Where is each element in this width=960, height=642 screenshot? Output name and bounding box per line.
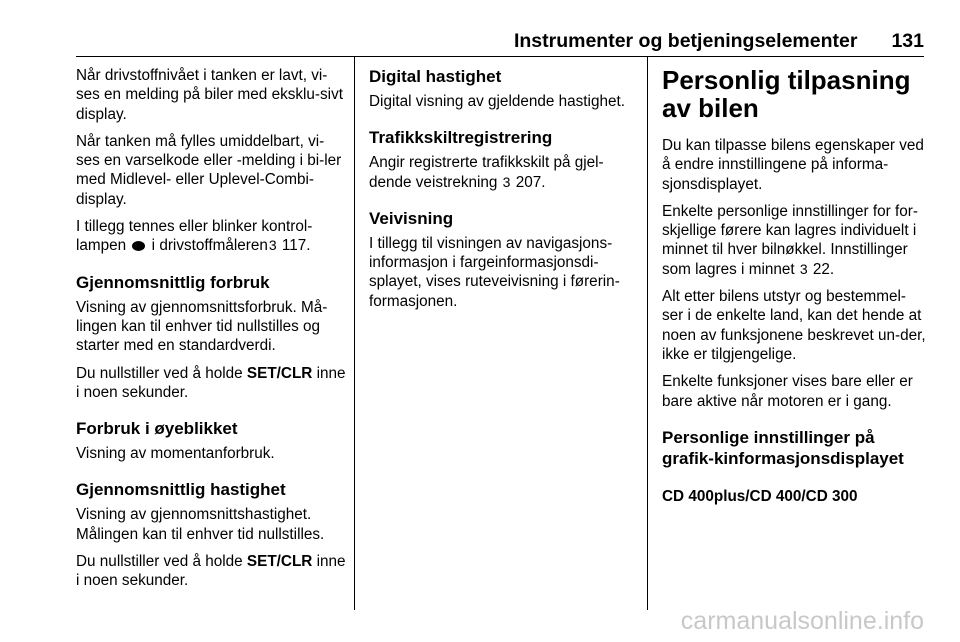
page-number: 131 xyxy=(891,30,924,52)
page-header xyxy=(424,29,924,53)
page-reference[interactable]: 22. xyxy=(812,260,835,278)
fuel-lamp-icon xyxy=(132,241,145,251)
heading-digital-speed: Digital hastighet xyxy=(369,67,502,86)
page-reference[interactable]: 117. xyxy=(281,237,311,255)
paragraph-low-fuel: Når drivstoffnivået i tanken er lavt, vi-ses en melding på biler med eksklu-sivt display. xyxy=(76,67,343,123)
paragraph-instant-consumption: Visning av momentanforbruk. xyxy=(76,445,275,463)
heading-instant-consumption: Forbruk i øyeblikket xyxy=(76,419,238,439)
reset-duration-text: inne i noen sekunder. xyxy=(76,364,346,401)
section-title: Instrumenter og betjeningselementer xyxy=(513,30,858,52)
page-reference-icon: 3 xyxy=(502,173,511,190)
paragraph-average-consumption: Visning av gjennomsnittsforbruk. Må-lingen kan til enhver tid nullstilles og starter med en standardverdi. xyxy=(76,298,328,355)
heading-cd-models: CD 400plus/CD 400/CD 300 xyxy=(662,487,858,505)
column-3 xyxy=(662,62,926,506)
paragraph-refuel-warning: Når tanken må fylles umiddelbart, vi-ses en varselkode eller -melding i bi-ler med Midlevel- eller Uplevel-Combi-display. xyxy=(76,132,342,208)
paragraph-average-speed: Visning av gjennomsnittshastighet. Målingen kan til enhver tid nullstilles. xyxy=(76,506,325,543)
control-lamp-text: I tillegg tennes eller blinker kontrol-lampen xyxy=(76,218,313,255)
set-clr-key: SET/CLR xyxy=(246,553,313,571)
paragraph-engine-note: Enkelte funksjoner vises bare eller er bare aktive når motoren er i gang. xyxy=(662,373,913,410)
page-reference-icon: 3 xyxy=(799,260,808,277)
reset-duration-text: inne i noen sekunder. xyxy=(76,553,346,590)
heading-personal-settings: Personlige innstillinger på grafik-kinformasjonsdisplayet xyxy=(662,427,904,468)
column-1 xyxy=(76,62,346,599)
heading-guidance: Veivisning xyxy=(369,208,454,228)
column-2 xyxy=(369,62,637,319)
driver-memory-text: Enkelte personlige innstillinger for for-skjellige førere kan lagres individuelt i minnet til hver bilnøkkel. Innstillinger som lagres i minnet xyxy=(662,202,918,278)
paragraph-personalize: Du kan tilpasse bilens egenskaper ved å endre innstillingene på informa-sjonsdisplayet. xyxy=(662,137,924,193)
paragraph-driver-memory xyxy=(662,202,926,279)
page-reference[interactable]: 207. xyxy=(515,173,546,191)
heading-traffic-sign: Trafikkskiltregistrering xyxy=(369,128,553,148)
heading-average-consumption: Gjennomsnittlig forbruk xyxy=(76,272,270,292)
reset-text: Du nullstiller ved å holde xyxy=(76,553,243,571)
paragraph-control-lamp xyxy=(76,217,346,256)
reset-text: Du nullstiller ved å holde xyxy=(76,364,243,382)
paragraph-guidance: I tillegg til visningen av navigasjons-informasjon i fargeinformasjonsdi-splayet, vises ruteveivisning i førerin-formasjonen. xyxy=(369,234,620,310)
heading-average-speed: Gjennomsnittlig hastighet xyxy=(76,480,286,500)
paragraph-digital-speed: Digital visning av gjeldende hastighet. xyxy=(369,93,625,110)
fuel-gauge-text: i drivstoffmåleren xyxy=(151,237,268,255)
set-clr-key: SET/CLR xyxy=(246,364,313,382)
paragraph-equipment-note: Alt etter bilens utstyr og bestemmel-ser i de enkelte land, kan det hende at noen av funksjonene beskrevet un-der, ikke er tilgjengelige. xyxy=(662,288,926,363)
traffic-sign-text: Angir registrerte trafikkskilt på gjel-dende veistrekning xyxy=(369,154,604,191)
paragraph-reset-speed xyxy=(76,552,346,591)
page-reference-icon: 3 xyxy=(268,237,277,254)
watermark: carmanualsonline.info xyxy=(680,607,924,635)
column-divider-2 xyxy=(647,57,648,610)
column-divider-1 xyxy=(354,57,355,610)
header-rule xyxy=(76,56,924,57)
section-heading-personalization: Personlig tilpasning av bilen xyxy=(662,65,911,123)
paragraph-traffic-sign xyxy=(369,153,637,192)
paragraph-reset-consumption xyxy=(76,364,346,403)
